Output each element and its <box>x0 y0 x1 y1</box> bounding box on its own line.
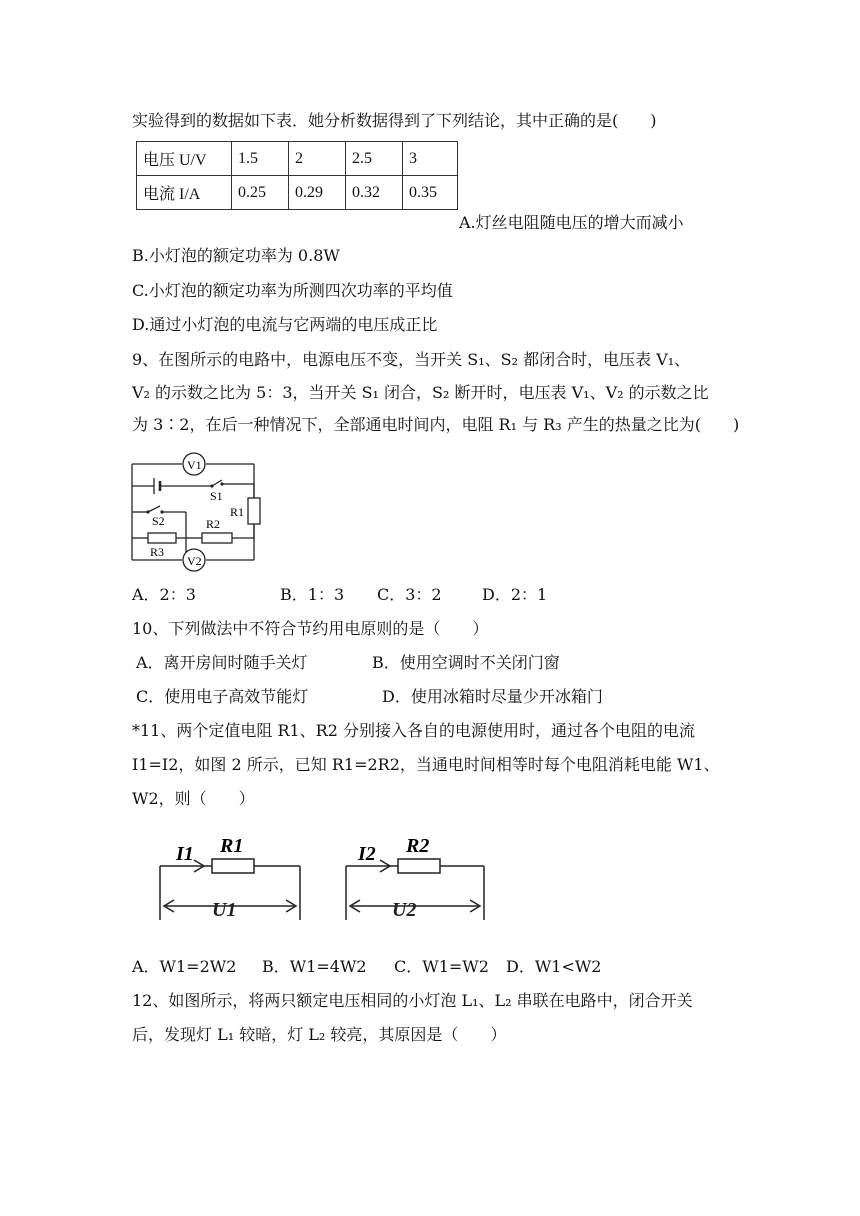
q11-line2: I1=I2，如图 2 所示，已知 R1=2R2，当通电时间相等时每个电阻消耗电能 W1、 <box>132 755 720 774</box>
q9-option-b: B．1：3 <box>280 585 345 604</box>
q8-option-d: D.通过小灯泡的电流与它两端的电压成正比 <box>132 315 438 334</box>
q12-line1: 12、如图所示，将两只额定电压相同的小灯泡 L₁、L₂ 串联在电路中，闭合开关 <box>132 991 693 1010</box>
q11-option-a: A．W1=2W2 <box>132 957 237 976</box>
table-cell: 3 <box>403 142 458 176</box>
q8-intro: 实验得到的数据如下表．她分析数据得到了下列结论，其中正确的是( ) <box>132 111 657 130</box>
label-s2: S2 <box>152 514 165 528</box>
q10-option-b: B．使用空调时不关闭门窗 <box>372 653 560 672</box>
q9-option-c: C．3：2 <box>377 585 442 604</box>
q9-option-d: D．2：1 <box>482 585 548 604</box>
label-u1: U1 <box>212 899 237 921</box>
q9-line2: V₂ 的示数之比为 5：3，当开关 S₁ 闭合，S₂ 断开时，电压表 V₁、V₂ 的示数之比 <box>132 383 709 402</box>
table-row <box>137 142 458 176</box>
label-v1: V1 <box>187 458 202 472</box>
table-cell: 2 <box>289 142 346 176</box>
resistor-r2-icon <box>398 859 440 873</box>
table-cell: 0.35 <box>403 176 458 210</box>
label-v2: V2 <box>187 554 202 568</box>
q11-option-d: D．W1<W2 <box>506 957 602 976</box>
q9-option-a: A．2：3 <box>132 585 196 604</box>
q10-option-c: C．使用电子高效节能灯 <box>136 687 309 706</box>
table-cell: 1.5 <box>232 142 289 176</box>
label-r3: R3 <box>150 545 165 559</box>
label-r1: R1 <box>220 835 244 857</box>
table-cell: 电流 I/A <box>137 176 232 210</box>
q11-option-c: C．W1=W2 <box>394 957 489 976</box>
table-cell: 0.29 <box>289 176 346 210</box>
q10-stem: 10、下列做法中不符合节约用电原则的是（ ） <box>132 619 489 638</box>
switch-s1-icon <box>212 480 222 486</box>
q12-line2: 后，发现灯 L₁ 较暗，灯 L₂ 较亮，其原因是（ ） <box>132 1025 507 1044</box>
label-s1: S1 <box>210 489 223 503</box>
q11-line3: W2，则（ ） <box>132 789 255 808</box>
resistor-r3-icon <box>148 533 176 543</box>
label-r2: R2 <box>406 835 430 857</box>
table-cell: 电压 U/V <box>137 142 232 176</box>
q11-option-b: B．W1=4W2 <box>262 957 367 976</box>
label-r2: R2 <box>206 517 221 531</box>
circuit-diagram-q11 <box>150 826 500 926</box>
data-table <box>136 141 458 210</box>
label-u2: U2 <box>392 899 417 921</box>
q11-line1: *11、两个定值电阻 R1、R2 分别接入各自的电源使用时，通过各个电阻的电流 <box>132 721 695 740</box>
resistor-r2-icon <box>202 533 232 543</box>
q10-option-d: D．使用冰箱时尽量少开冰箱门 <box>382 687 603 706</box>
resistor-r1-icon <box>248 498 260 524</box>
q10-option-a: A．离开房间时随手关灯 <box>136 653 308 672</box>
label-r1: R1 <box>230 505 245 519</box>
table-row <box>137 176 458 210</box>
label-i2: I2 <box>358 843 376 865</box>
q8-option-c: C.小灯泡的额定功率为所测四次功率的平均值 <box>132 281 453 300</box>
resistor-r1-icon <box>212 859 254 873</box>
q9-line1: 9、在图所示的电路中，电源电压不变，当开关 S₁、S₂ 都闭合时，电压表 V₁、 <box>132 350 691 369</box>
table-cell: 0.32 <box>346 176 403 210</box>
switch-s2-icon <box>148 506 160 512</box>
q9-line3: 为 3∶2，在后一种情况下，全部通电时间内，电阻 R₁ 与 R₃ 产生的热量之比为( ) <box>132 415 740 434</box>
label-i1: I1 <box>176 843 194 865</box>
q8-option-b: B.小灯泡的额定功率为 0.8W <box>132 246 340 265</box>
circuit-diagram-q9 <box>130 450 270 574</box>
table-cell: 2.5 <box>346 142 403 176</box>
q8-option-a: A.灯丝电阻随电压的增大而减小 <box>459 213 684 232</box>
table-cell: 0.25 <box>232 176 289 210</box>
